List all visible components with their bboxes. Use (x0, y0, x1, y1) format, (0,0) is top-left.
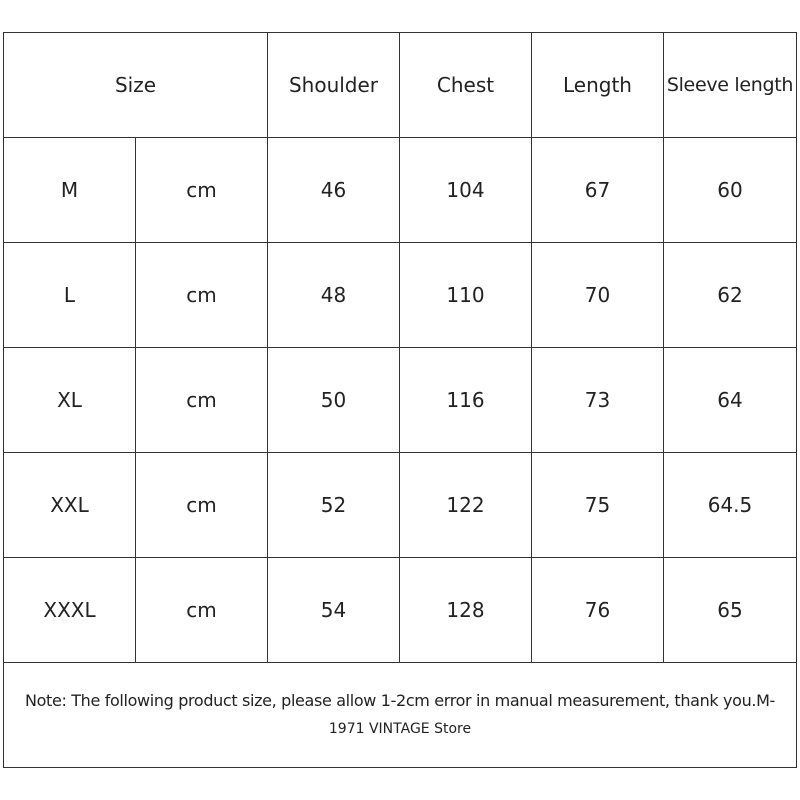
table-row (4, 243, 797, 348)
chest-cell: 104 (400, 138, 532, 243)
sleeve-cell: 65 (664, 558, 797, 663)
unit-cell: cm (136, 138, 268, 243)
note-row (4, 663, 797, 768)
table-row (4, 558, 797, 663)
sleeve-cell: 64.5 (664, 453, 797, 558)
shoulder-cell: 48 (268, 243, 400, 348)
header-chest: Chest (400, 33, 532, 138)
header-sleeve-length: Sleeve length (664, 33, 797, 138)
header-size: Size (4, 33, 268, 138)
size-cell: XXXL (4, 558, 136, 663)
shoulder-cell: 54 (268, 558, 400, 663)
chest-cell: 110 (400, 243, 532, 348)
header-length: Length (532, 33, 664, 138)
sleeve-cell: 60 (664, 138, 797, 243)
unit-cell: cm (136, 243, 268, 348)
size-cell: XXL (4, 453, 136, 558)
length-cell: 76 (532, 558, 664, 663)
chest-cell: 116 (400, 348, 532, 453)
header-shoulder: Shoulder (268, 33, 400, 138)
chest-cell: 128 (400, 558, 532, 663)
chest-cell: 122 (400, 453, 532, 558)
note-cell (4, 663, 797, 768)
table-row (4, 348, 797, 453)
length-cell: 75 (532, 453, 664, 558)
shoulder-cell: 50 (268, 348, 400, 453)
header-row (4, 33, 797, 138)
length-cell: 70 (532, 243, 664, 348)
shoulder-cell: 46 (268, 138, 400, 243)
size-cell: XL (4, 348, 136, 453)
store-name: 1971 VINTAGE Store (328, 721, 472, 737)
unit-cell: cm (136, 558, 268, 663)
table-row (4, 453, 797, 558)
sleeve-cell: 62 (664, 243, 797, 348)
unit-cell: cm (136, 348, 268, 453)
length-cell: 67 (532, 138, 664, 243)
table-row (4, 138, 797, 243)
note-text: Note: The following product size, please allow 1-2cm error in manual measurement, thank you.M- (25, 691, 775, 710)
size-cell: M (4, 138, 136, 243)
size-cell: L (4, 243, 136, 348)
unit-cell: cm (136, 453, 268, 558)
size-chart-table (3, 32, 797, 768)
shoulder-cell: 52 (268, 453, 400, 558)
length-cell: 73 (532, 348, 664, 453)
sleeve-cell: 64 (664, 348, 797, 453)
